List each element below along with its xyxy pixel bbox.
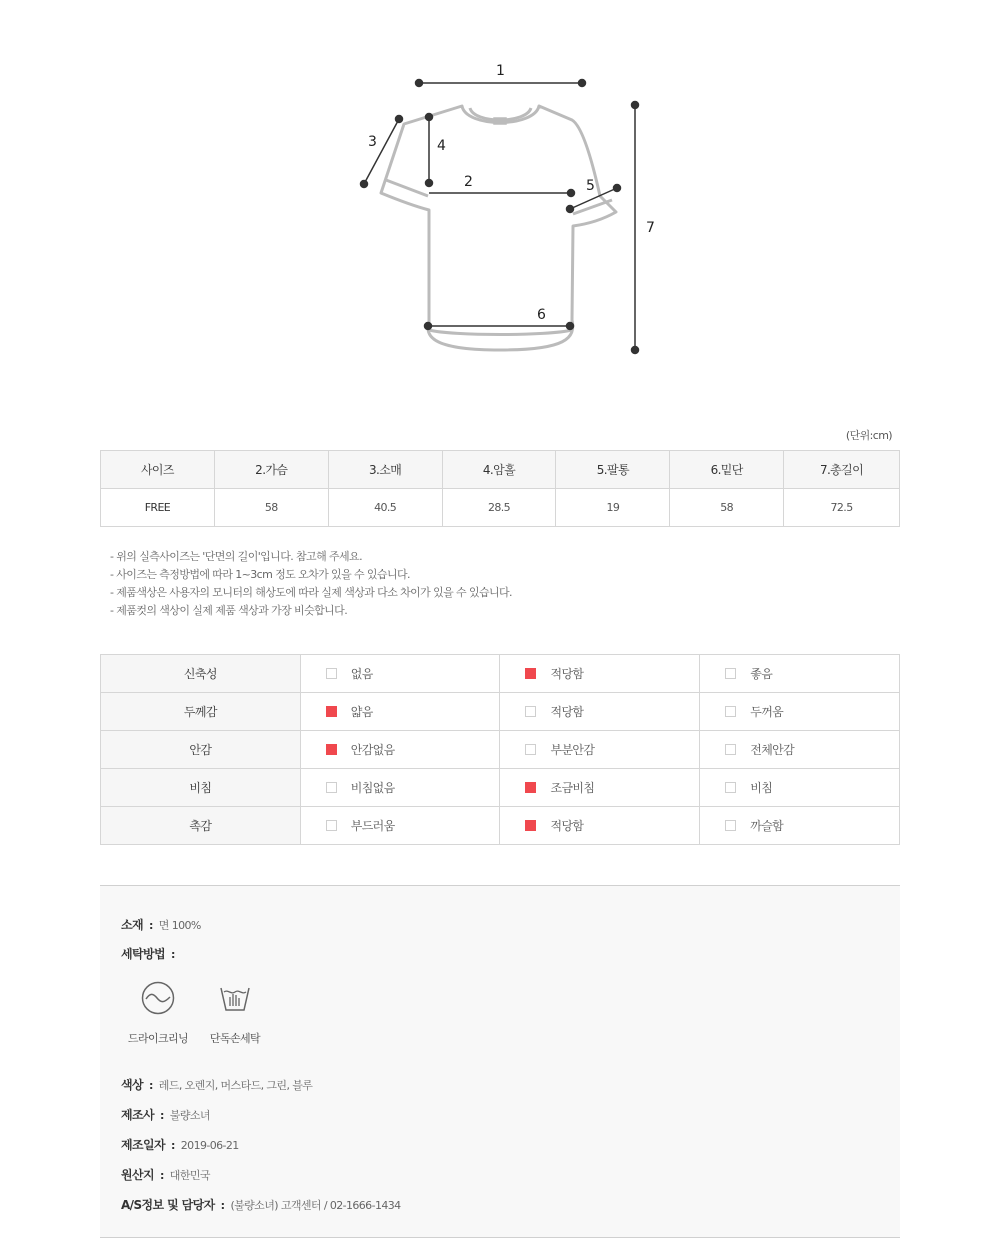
- property-option: [700, 655, 900, 693]
- option-label: 비침없음: [350, 781, 395, 795]
- detail-value: 불량소녀: [169, 1109, 210, 1122]
- dim-label-4: 4: [437, 138, 446, 154]
- property-option: [300, 693, 500, 731]
- option-label: 없음: [350, 667, 373, 681]
- unchecked-box-icon: [326, 782, 337, 793]
- dim-label-2: 2: [464, 174, 473, 190]
- unchecked-box-icon: [725, 782, 736, 793]
- checked-box-icon: [326, 744, 337, 755]
- dry-cleaning-icon: [138, 978, 178, 1018]
- header-cell: 2.가슴: [214, 451, 328, 489]
- material-value: 면 100%: [158, 919, 201, 932]
- property-option: [500, 807, 700, 845]
- product-info-box: [100, 885, 900, 1238]
- detail-row-color: [121, 1076, 312, 1093]
- separator: :: [148, 1079, 153, 1092]
- note-item: - 제품색상은 사용자의 모니터의 해상도에 따라 실제 색상과 다소 차이가 있을 수 있습니다.: [110, 586, 512, 599]
- care-dry-cleaning: [123, 978, 193, 1046]
- separator: :: [159, 1109, 164, 1122]
- care-label: 단독손세탁: [209, 1032, 261, 1045]
- note-item: - 위의 실측사이즈는 '단면의 길이'입니다. 참고해 주세요.: [110, 550, 362, 563]
- option-label: 조금비침: [550, 781, 595, 795]
- option-label: 전체안감: [750, 743, 795, 757]
- header-cell: 사이즈: [101, 451, 215, 489]
- detail-key: 제조사: [121, 1108, 154, 1122]
- checked-box-icon: [525, 820, 536, 831]
- dim-label-5: 5: [586, 178, 595, 194]
- size-cell: 58: [214, 489, 328, 527]
- tshirt-illustration: [0, 0, 1000, 400]
- detail-value: (불량소녀) 고객센터 / 02-1666-1434: [230, 1199, 401, 1212]
- unchecked-box-icon: [525, 744, 536, 755]
- size-cell: 28.5: [442, 489, 556, 527]
- detail-row-manufacturer: [121, 1106, 210, 1123]
- header-cell: 4.암홀: [442, 451, 556, 489]
- property-option: [300, 807, 500, 845]
- property-option: [700, 807, 900, 845]
- property-option: [500, 655, 700, 693]
- material-row: [121, 916, 201, 933]
- material-key: 소재: [121, 918, 143, 932]
- checked-box-icon: [525, 782, 536, 793]
- unchecked-box-icon: [725, 820, 736, 831]
- option-label: 좋음: [750, 667, 773, 681]
- unchecked-box-icon: [725, 668, 736, 679]
- detail-row-origin: [121, 1166, 210, 1183]
- option-label: 두꺼움: [750, 705, 784, 719]
- property-option: [300, 769, 500, 807]
- option-label: 안감없음: [350, 743, 395, 757]
- unchecked-box-icon: [725, 744, 736, 755]
- note-item: - 사이즈는 측정방법에 따라 1~3cm 정도 오차가 있을 수 있습니다.: [110, 568, 410, 581]
- unit-label: (단위:cm): [845, 429, 892, 442]
- care-hand-wash: [200, 978, 270, 1046]
- header-cell: 5.팔통: [556, 451, 670, 489]
- option-label: 적당함: [550, 819, 584, 833]
- dim-label-1: 1: [496, 63, 505, 79]
- size-table: [100, 450, 900, 527]
- unchecked-box-icon: [725, 706, 736, 717]
- size-cell: FREE: [101, 489, 215, 527]
- detail-key: 제조일자: [121, 1138, 165, 1152]
- size-cell: 40.5: [328, 489, 442, 527]
- property-row: [101, 769, 900, 807]
- detail-key: 색상: [121, 1078, 143, 1092]
- dim-label-7: 7: [646, 220, 655, 236]
- property-option: [500, 769, 700, 807]
- separator: :: [170, 948, 175, 961]
- detail-value: 레드, 오렌지, 머스타드, 그린, 블루: [158, 1079, 313, 1092]
- size-notes: [110, 548, 512, 620]
- wash-key: 세탁방법: [121, 947, 165, 961]
- detail-row-date: [121, 1136, 239, 1153]
- detail-row-as: [121, 1196, 401, 1213]
- property-option: [500, 731, 700, 769]
- fabric-properties-table: [100, 654, 900, 845]
- detail-value: 대한민국: [169, 1169, 210, 1182]
- separator: :: [170, 1139, 175, 1152]
- table-row: [101, 489, 900, 527]
- property-name: 촉감: [101, 807, 301, 845]
- detail-key: 원산지: [121, 1168, 154, 1182]
- unchecked-box-icon: [326, 668, 337, 679]
- checked-box-icon: [326, 706, 337, 717]
- property-option: [700, 693, 900, 731]
- separator: :: [220, 1199, 225, 1212]
- header-cell: 3.소매: [328, 451, 442, 489]
- unchecked-box-icon: [525, 706, 536, 717]
- wash-row: [121, 945, 181, 962]
- property-option: [700, 731, 900, 769]
- care-label: 드라이크리닝: [127, 1032, 189, 1045]
- option-label: 비침: [750, 781, 773, 795]
- hand-wash-icon: [215, 978, 255, 1018]
- property-row: [101, 731, 900, 769]
- property-name: 안감: [101, 731, 301, 769]
- property-row: [101, 693, 900, 731]
- checked-box-icon: [525, 668, 536, 679]
- unchecked-box-icon: [326, 820, 337, 831]
- separator: :: [159, 1169, 164, 1182]
- option-label: 까슬함: [750, 819, 784, 833]
- dim-label-6: 6: [537, 307, 546, 323]
- separator: :: [148, 919, 153, 932]
- property-row: [101, 655, 900, 693]
- property-row: [101, 807, 900, 845]
- detail-value: 2019-06-21: [180, 1139, 239, 1152]
- property-name: 비침: [101, 769, 301, 807]
- option-label: 적당함: [550, 705, 584, 719]
- measurement-diagram: [0, 0, 1000, 400]
- size-cell: 19: [556, 489, 670, 527]
- detail-key: A/S정보 및 담당자: [121, 1198, 215, 1212]
- property-option: [500, 693, 700, 731]
- property-option: [700, 769, 900, 807]
- property-name: 두께감: [101, 693, 301, 731]
- size-cell: 58: [670, 489, 784, 527]
- dim-label-3: 3: [368, 134, 377, 150]
- option-label: 적당함: [550, 667, 584, 681]
- option-label: 부드러움: [350, 819, 395, 833]
- size-cell: 72.5: [784, 489, 900, 527]
- note-item: - 제품컷의 색상이 실제 제품 색상과 가장 비슷합니다.: [110, 604, 348, 617]
- header-cell: 6.밑단: [670, 451, 784, 489]
- size-table-header: [101, 451, 900, 489]
- property-option: [300, 655, 500, 693]
- option-label: 얇음: [350, 705, 373, 719]
- option-label: 부분안감: [550, 743, 595, 757]
- property-option: [300, 731, 500, 769]
- header-cell: 7.총길이: [784, 451, 900, 489]
- property-name: 신축성: [101, 655, 301, 693]
